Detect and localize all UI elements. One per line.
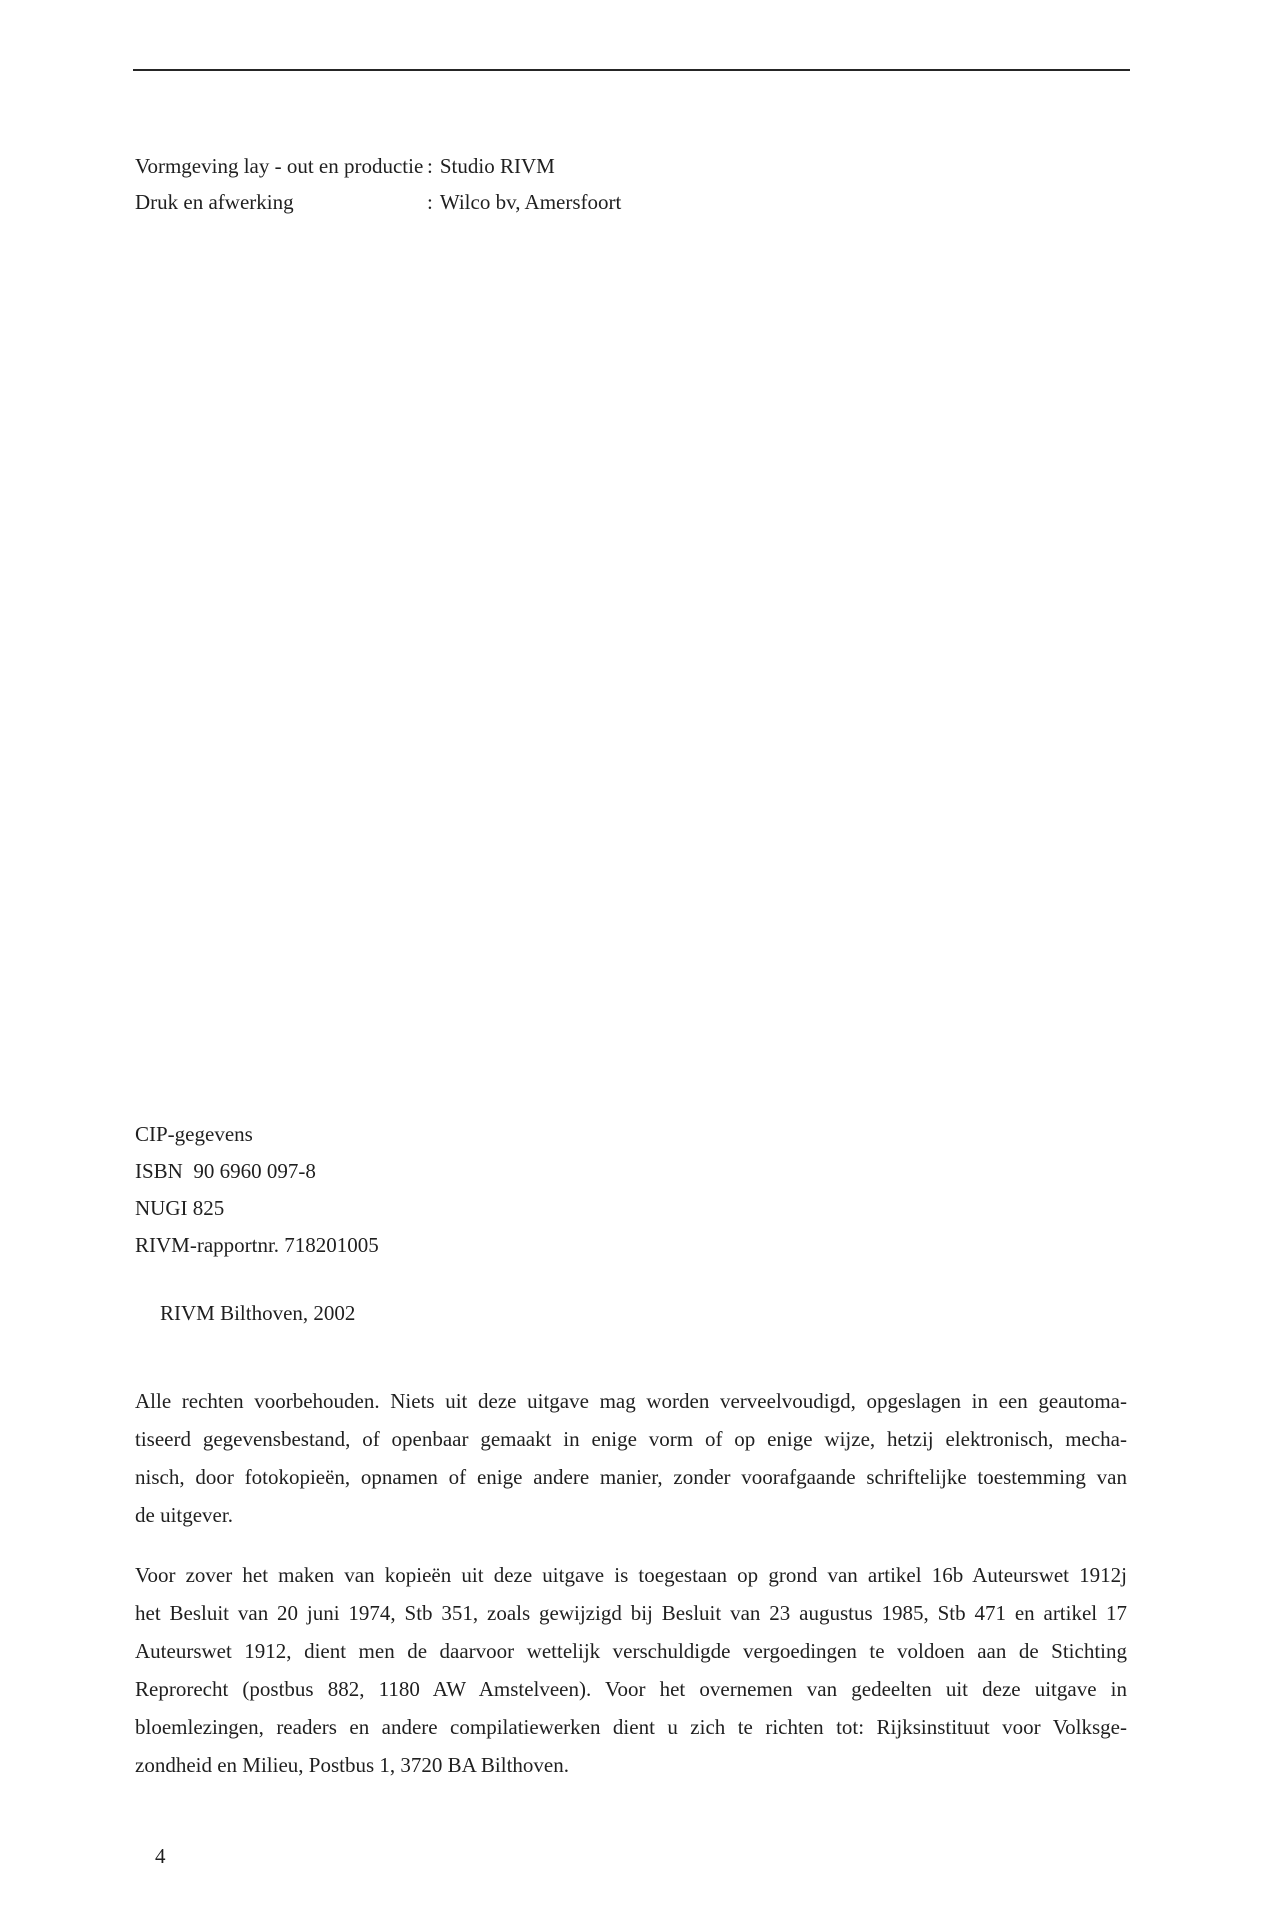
colophon-label: Druk en afwerking <box>135 190 294 214</box>
paragraph-line: Alle rechten voorbehouden. Niets uit deze uitgave mag worden verveelvoudigd, opgeslagen in een geautoma- <box>135 1389 1127 1413</box>
copyright-paragraph <box>135 1382 1127 1534</box>
paragraph-line: nisch, door fotokopieën, opnamen of enige andere manier, zonder voorafgaande schriftelijke toestemming van <box>135 1465 1127 1489</box>
paragraph-line: het Besluit van 20 juni 1974, Stb 351, zoals gewijzigd bij Besluit van 23 augustus 1985, Stb 471 en artikel 17 <box>135 1601 1127 1625</box>
colophon-separator: : <box>427 154 433 178</box>
report-number-line: RIVM-rapportnr. 718201005 <box>135 1233 379 1257</box>
colophon-value: Studio RIVM <box>439 154 555 178</box>
isbn-line: ISBN 90 6960 097-8 <box>135 1159 316 1183</box>
imprint-line: RIVM Bilthoven, 2002 <box>160 1301 356 1325</box>
nugi-line: NUGI 825 <box>135 1196 225 1220</box>
colophon-row-production <box>135 148 1127 184</box>
cip-heading: CIP-gegevens <box>135 1122 253 1146</box>
paragraph-line: tiseerd gegevensbestand, of openbaar gemaakt in enige vorm of op enige wijze, hetzij elektronisch, mecha- <box>135 1427 1127 1451</box>
paragraph-line: bloemlezingen, readers en andere compilatiewerken dient u zich te richten tot: Rijksinstituut voor Volksge- <box>135 1715 1127 1739</box>
paragraph-line: de uitgever. <box>135 1503 233 1527</box>
paragraph-line: Voor zover het maken van kopieën uit deze uitgave is toegestaan op grond van artikel 16b Auteurswet 1912j <box>135 1563 1127 1587</box>
paragraph-line: zondheid en Milieu, Postbus 1, 3720 BA Bilthoven. <box>135 1753 569 1777</box>
header-rule <box>133 69 1130 71</box>
colophon-separator: : <box>427 190 433 214</box>
reproduction-rights-paragraph <box>135 1556 1127 1784</box>
page-number: 4 <box>155 1844 166 1868</box>
colophon-label: Vormgeving lay - out en productie <box>135 154 424 178</box>
colophon-value: Wilco bv, Amersfoort <box>439 190 622 214</box>
colophon-block <box>135 148 1127 220</box>
paragraph-line: Auteurswet 1912, dient men de daarvoor wettelijk verschuldigde vergoedingen te voldoen aan de Stichting <box>135 1639 1127 1663</box>
paragraph-line: Reprorecht (postbus 882, 1180 AW Amstelveen). Voor het overnemen van gedeelten uit deze uitgave in <box>135 1677 1127 1701</box>
colophon-row-printing <box>135 184 1127 220</box>
cip-block <box>135 1116 1127 1264</box>
